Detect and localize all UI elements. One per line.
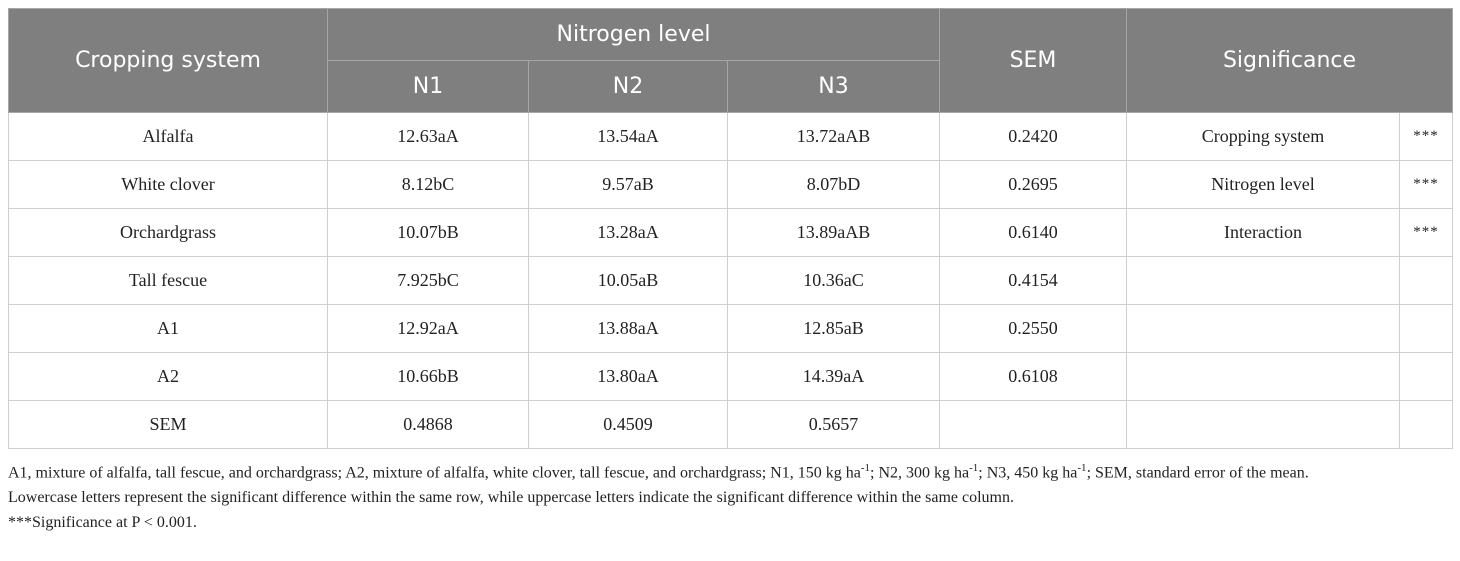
table-row (9, 209, 1453, 257)
footnote-abbrev-a: A1, mixture of alfalfa, tall fescue, and orchardgrass; A2, mixture of alfalfa, white clover, tall fescue, and orchardgrass; N1, 150 kg ha (8, 464, 861, 482)
cell-n3: 14.39aA (728, 353, 940, 401)
header-sem: SEM (940, 9, 1127, 113)
cell-system: White clover (9, 161, 328, 209)
table-footnotes (8, 456, 1454, 535)
cell-system: A1 (9, 305, 328, 353)
footnote-sup-3: -1 (1077, 462, 1087, 474)
footnote-abbrev-c: ; N3, 450 kg ha (978, 464, 1078, 482)
cell-n1: 10.07bB (328, 209, 529, 257)
cell-n1: 12.92aA (328, 305, 529, 353)
header-significance: Significance (1127, 9, 1453, 113)
cell-sem: 0.2695 (940, 161, 1127, 209)
header-nitrogen-level: Nitrogen level (328, 9, 940, 61)
cell-system: SEM (9, 401, 328, 449)
footnote-significance: ***Significance at P < 0.001. (8, 514, 197, 532)
cell-sem: 0.2420 (940, 113, 1127, 161)
cell-n3: 8.07bD (728, 161, 940, 209)
cell-n3: 0.5657 (728, 401, 940, 449)
footnote-letters: Lowercase letters represent the significant difference within the same row, while uppercase letters indicate the significant difference within the same column. (8, 489, 1014, 507)
header-n3: N3 (728, 61, 940, 113)
cell-n1: 12.63aA (328, 113, 529, 161)
cell-n3: 13.72aAB (728, 113, 940, 161)
header-cropping-system: Cropping system (9, 9, 328, 113)
header-n2: N2 (529, 61, 728, 113)
cell-sem: 0.6108 (940, 353, 1127, 401)
cell-sem: 0.2550 (940, 305, 1127, 353)
cell-sig-label (1127, 401, 1400, 449)
table-body (9, 113, 1453, 449)
cell-n1: 8.12bC (328, 161, 529, 209)
cell-n3: 10.36aC (728, 257, 940, 305)
cell-n1: 0.4868 (328, 401, 529, 449)
cell-sig-mark: *** (1400, 113, 1453, 161)
cell-sig-mark (1400, 353, 1453, 401)
data-table (8, 8, 1453, 449)
cell-n2: 13.28aA (529, 209, 728, 257)
cell-sem (940, 401, 1127, 449)
cell-sig-mark (1400, 305, 1453, 353)
cell-sig-label: Cropping system (1127, 113, 1400, 161)
cell-sig-mark (1400, 257, 1453, 305)
cell-sig-label: Nitrogen level (1127, 161, 1400, 209)
footnote-abbreviations (8, 456, 1454, 485)
cell-n1: 10.66bB (328, 353, 529, 401)
cell-sig-label (1127, 353, 1400, 401)
cell-n2: 10.05aB (529, 257, 728, 305)
cell-system: Tall fescue (9, 257, 328, 305)
cell-n2: 13.88aA (529, 305, 728, 353)
footnote-abbrev-b: ; N2, 300 kg ha (870, 464, 970, 482)
cell-n3: 12.85aB (728, 305, 940, 353)
cell-sem: 0.6140 (940, 209, 1127, 257)
cell-system: A2 (9, 353, 328, 401)
cell-sig-mark: *** (1400, 209, 1453, 257)
cell-sig-label (1127, 305, 1400, 353)
cell-sig-mark (1400, 401, 1453, 449)
cell-sig-mark: *** (1400, 161, 1453, 209)
footnote-sup-2: -1 (969, 462, 979, 474)
table-header (9, 9, 1453, 113)
cell-n3: 13.89aAB (728, 209, 940, 257)
cell-n2: 9.57aB (529, 161, 728, 209)
cell-n2: 13.54aA (529, 113, 728, 161)
cell-sig-label (1127, 257, 1400, 305)
footnote-sup-1: -1 (860, 462, 870, 474)
cell-system: Orchardgrass (9, 209, 328, 257)
footnote-abbrev-d: ; SEM, standard error of the mean. (1086, 464, 1309, 482)
header-n1: N1 (328, 61, 529, 113)
table-row (9, 257, 1453, 305)
cell-system: Alfalfa (9, 113, 328, 161)
cell-n2: 13.80aA (529, 353, 728, 401)
table-row (9, 113, 1453, 161)
cell-sem: 0.4154 (940, 257, 1127, 305)
table-row (9, 305, 1453, 353)
cell-n1: 7.925bC (328, 257, 529, 305)
cell-sig-label: Interaction (1127, 209, 1400, 257)
table-row (9, 161, 1453, 209)
cell-n2: 0.4509 (529, 401, 728, 449)
table-row (9, 401, 1453, 449)
table-row (9, 353, 1453, 401)
